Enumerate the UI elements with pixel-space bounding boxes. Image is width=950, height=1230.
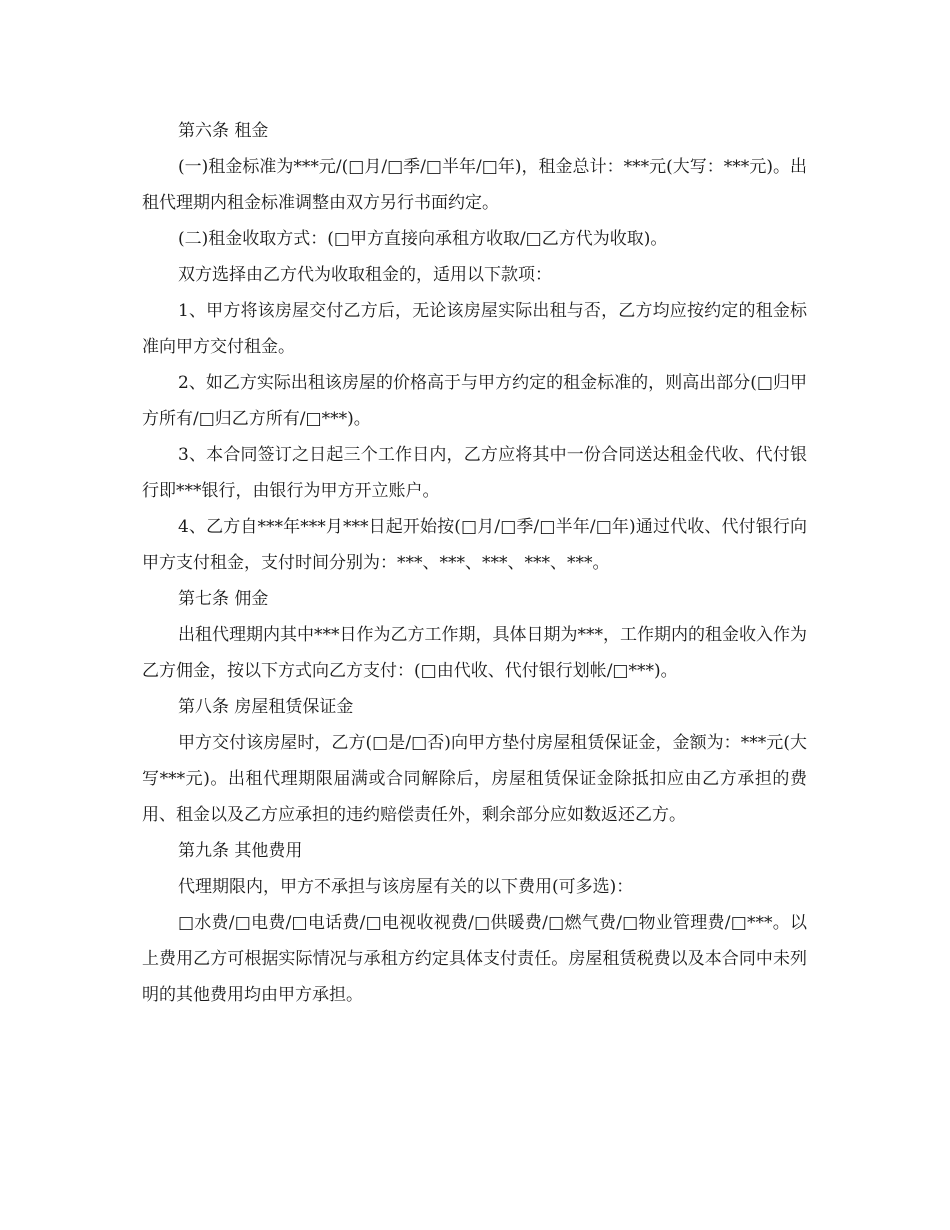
article-6-heading: 第六条 租金 bbox=[178, 121, 269, 141]
article-6-item-3: 3、本合同签订之日起三个工作日内，乙方应将其中一份合同送达租金代收、代付银行即***银行，由银行为甲方开立账户。 bbox=[142, 445, 807, 501]
article-6-item-1: 1、甲方将该房屋交付乙方后，无论该房屋实际出租与否，乙方均应按约定的租金标准向甲方交付租金。 bbox=[142, 301, 807, 357]
article-6-clause-2: (二)租金收取方式：(□甲方直接向承租方收取/□乙方代为收取)。 bbox=[178, 229, 668, 249]
document-body bbox=[142, 113, 807, 1013]
article-6-clause-1: (一)租金标准为***元/(□月/□季/□半年/□年)，租金总计：***元(大写：***元)。出租代理期内租金标准调整由双方另行书面约定。 bbox=[142, 157, 807, 213]
article-8-body: 甲方交付该房屋时，乙方(□是/□否)向甲方垫付房屋租赁保证金，金额为：***元(大写***元)。出租代理期限届满或合同解除后，房屋租赁保证金除抵扣应由乙方承担的费用、租金以及乙方应承担的违约赔偿责任外，剩余部分应如数返还乙方。 bbox=[142, 733, 807, 825]
article-6-item-2: 2、如乙方实际出租该房屋的价格高于与甲方约定的租金标准的，则高出部分(□归甲方所有/□归乙方所有/□***)。 bbox=[142, 373, 807, 429]
article-9-heading: 第九条 其他费用 bbox=[178, 841, 303, 861]
article-8-heading: 第八条 房屋租赁保证金 bbox=[178, 697, 354, 717]
article-6-item-4: 4、乙方自***年***月***日起开始按(□月/□季/□半年/□年)通过代收、代付银行向甲方支付租金，支付时间分别为：***、***、***、***、***。 bbox=[142, 517, 807, 573]
article-9-intro: 代理期限内，甲方不承担与该房屋有关的以下费用(可多选)： bbox=[178, 877, 634, 897]
article-7-heading: 第七条 佣金 bbox=[178, 589, 269, 609]
article-6-intro: 双方选择由乙方代为收取租金的，适用以下款项： bbox=[178, 265, 552, 285]
article-7-body: 出租代理期内其中***日作为乙方工作期，具体日期为***，工作期内的租金收入作为乙方佣金，按以下方式向乙方支付：(□由代收、代付银行划帐/□***)。 bbox=[142, 625, 807, 681]
article-9-body: □水费/□电费/□电话费/□电视收视费/□供暖费/□燃气费/□物业管理费/□***。以上费用乙方可根据实际情况与承租方约定具体支付责任。房屋租赁税费以及本合同中未列明的其他费用均由甲方承担。 bbox=[142, 913, 807, 1005]
